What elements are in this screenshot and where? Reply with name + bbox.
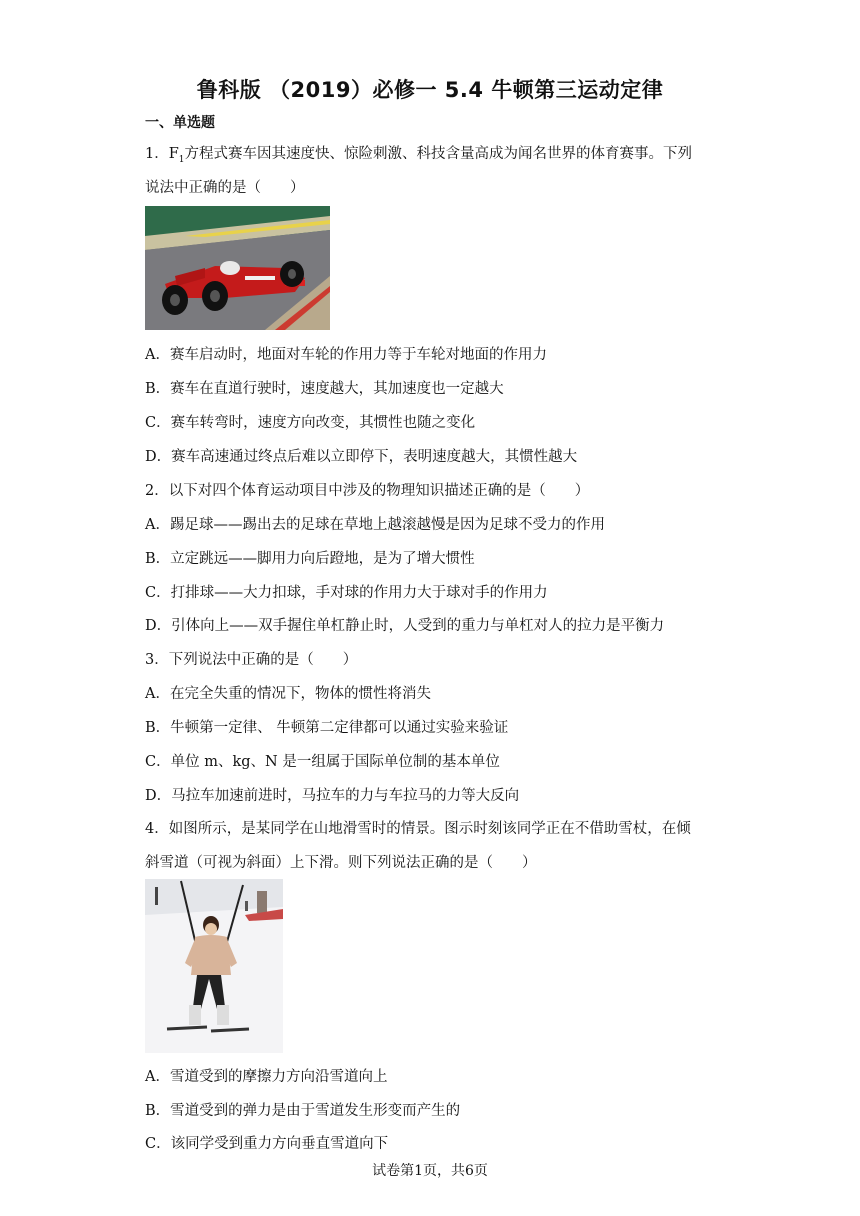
question-3-option-b: B．牛顿第一定律、 牛顿第二定律都可以通过实验来验证 [145, 720, 509, 736]
question-2-stem: 2．以下对四个体育运动项目中涉及的物理知识描述正确的是（ ） [145, 483, 590, 499]
question-2-option-d: D．引体向上——双手握住单杠静止时，人受到的重力与单杠对人的拉力是平衡力 [145, 618, 665, 634]
question-4-option-a: A．雪道受到的摩擦力方向沿雪道向上 [145, 1069, 388, 1085]
question-2-option-a: A．踢足球——踢出去的足球在草地上越滚越慢是因为足球不受力的作用 [145, 517, 605, 533]
question-4-option-c: C．该同学受到重力方向垂直雪道向下 [145, 1136, 389, 1152]
question-1-option-c: C．赛车转弯时，速度方向改变，其惯性也随之变化 [145, 415, 476, 431]
question-4-stem-line-2: 斜雪道（可视为斜面）上下滑。则下列说法正确的是（ ） [145, 855, 537, 871]
question-3-option-d: D．马拉车加速前进时，马拉车的力与车拉马的力等大反向 [145, 788, 520, 804]
question-3-option-c: C．单位 m、kg、N 是一组属于国际单位制的基本单位 [145, 754, 500, 770]
question-1-stem-line-2: 说法中正确的是（ ） [145, 180, 305, 196]
page-title: 鲁科版 （2019）必修一 5.4 牛顿第三运动定律 [196, 78, 664, 102]
question-1-option-b: B．赛车在直道行驶时，速度越大，其加速度也一定越大 [145, 381, 504, 397]
skier-image [145, 879, 283, 1053]
question-2-option-c: C．打排球——大力扣球，手对球的作用力大于球对手的作用力 [145, 585, 548, 601]
question-3-stem: 3．下列说法中正确的是（ ） [145, 652, 358, 668]
section-heading: 一、单选题 [145, 115, 215, 131]
question-1-stem-line-1: 1．$F_1$方程式赛车因其速度快、惊险刺激、科技含量高成为闻名世界的体育赛事。下列 [145, 146, 693, 165]
question-1-option-d: D．赛车高速通过终点后难以立即停下，表明速度越大，其惯性越大 [145, 449, 578, 465]
question-3-option-a: A．在完全失重的情况下，物体的惯性将消失 [145, 686, 431, 702]
question-4-option-b: B．雪道受到的弹力是由于雪道发生形变而产生的 [145, 1103, 461, 1119]
page-footer: 试卷第1页，共6页 [372, 1163, 488, 1179]
question-2-option-b: B．立定跳远——脚用力向后蹬地，是为了增大惯性 [145, 551, 475, 567]
question-1-option-a: A．赛车启动时，地面对车轮的作用力等于车轮对地面的作用力 [145, 347, 547, 363]
race-car-image [145, 206, 330, 330]
question-4-stem-line-1: 4．如图所示，是某同学在山地滑雪时的情景。图示时刻该同学正在不借助雪杖，在倾 [145, 821, 691, 837]
